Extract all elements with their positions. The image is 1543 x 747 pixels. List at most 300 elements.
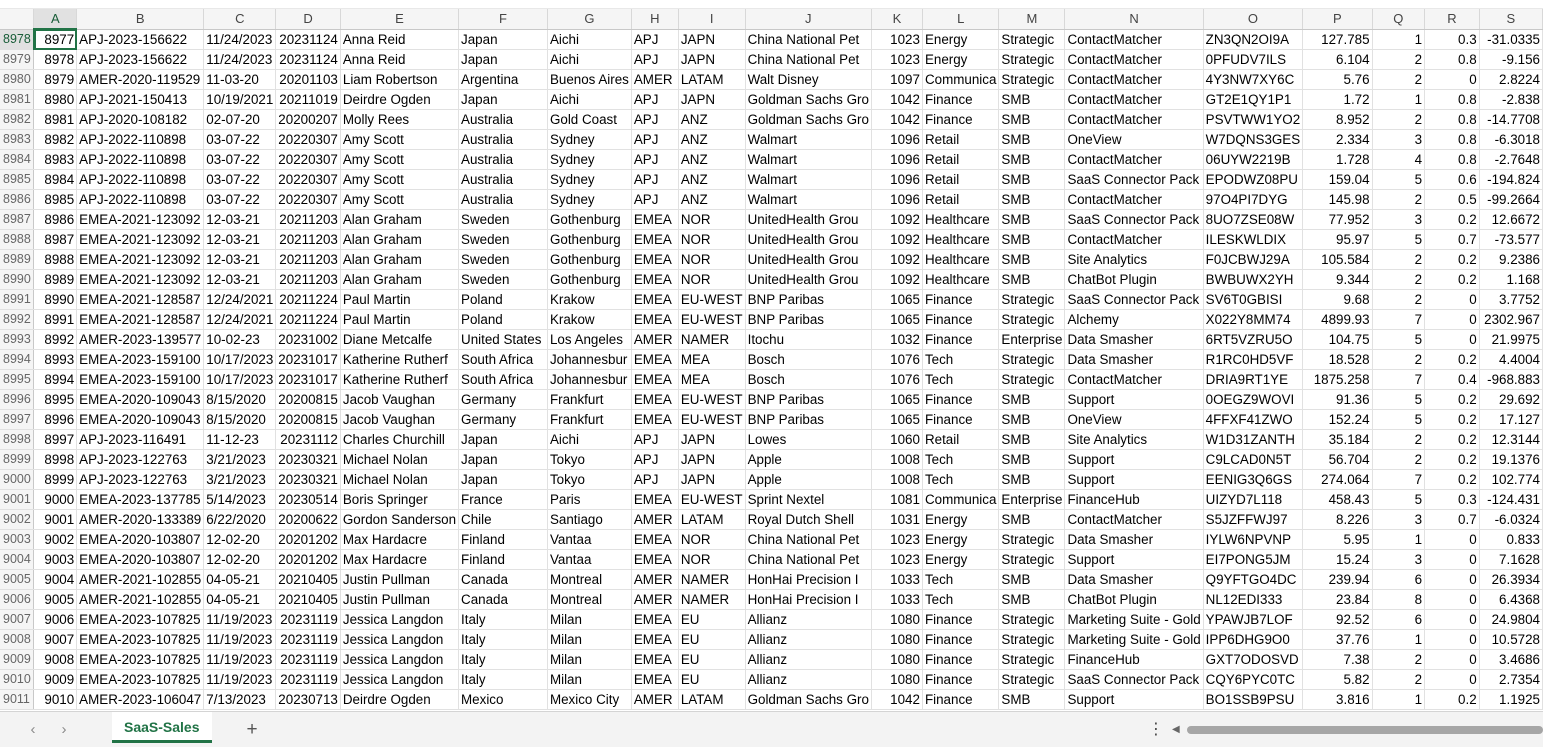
cell-i[interactable]: EU-WEST [678,310,745,330]
cell-s[interactable]: 12.3144 [1479,430,1542,450]
cell-k[interactable]: 1023 [871,530,922,550]
cell-e[interactable]: Molly Rees [340,110,458,130]
cell-d[interactable]: 20211203 [276,250,341,270]
cell-q[interactable]: 1 [1372,630,1425,650]
cell-p[interactable]: 37.76 [1303,630,1372,650]
row-header[interactable]: 8985 [0,170,34,190]
row-header[interactable]: 9004 [0,550,34,570]
cell-i[interactable]: EU-WEST [678,410,745,430]
cell-r[interactable]: 0 [1425,310,1480,330]
cell-p[interactable]: 18.528 [1303,350,1372,370]
cell-g[interactable]: Paris [547,490,631,510]
cell-e[interactable]: Alan Graham [340,250,458,270]
row-header[interactable]: 9011 [0,690,34,710]
cell-h[interactable]: EMEA [631,310,678,330]
cell-c[interactable]: 12-02-20 [204,550,276,570]
cell-r[interactable]: 0.3 [1425,490,1480,510]
cell-k[interactable]: 1080 [871,650,922,670]
cell-e[interactable]: Deirdre Ogden [340,90,458,110]
cell-i[interactable]: NOR [678,270,745,290]
cell-b[interactable]: APJ-2022-110898 [77,170,204,190]
cell-i[interactable]: EU-WEST [678,290,745,310]
cell-d[interactable]: 20210405 [276,590,341,610]
cell-f[interactable]: Sweden [459,230,548,250]
cell-c[interactable]: 11/24/2023 [204,50,276,70]
cell-h[interactable]: APJ [631,90,678,110]
cell-f[interactable]: Japan [459,50,548,70]
cell-j[interactable]: Walmart [745,170,871,190]
cell-l[interactable]: Finance [922,610,998,630]
cell-q[interactable]: 3 [1372,130,1425,150]
cell-o[interactable]: PSVTWW1YO2 [1203,110,1303,130]
cell-j[interactable]: China National Pet [745,530,871,550]
cell-d[interactable]: 20200207 [276,110,341,130]
cell-s[interactable]: 19.1376 [1479,450,1542,470]
cell-g[interactable]: Krakow [547,290,631,310]
cell-a[interactable]: 8982 [34,130,77,150]
cell-n[interactable]: ContactMatcher [1065,50,1203,70]
cell-g[interactable]: Sydney [547,170,631,190]
row-header[interactable]: 8984 [0,150,34,170]
cell-s[interactable]: 10.5728 [1479,630,1542,650]
cell-e[interactable]: Alan Graham [340,230,458,250]
cell-l[interactable]: Retail [922,190,998,210]
sheet-table[interactable] [0,9,1543,710]
cell-b[interactable]: EMEA-2023-107825 [77,650,204,670]
cell-j[interactable]: Royal Dutch Shell [745,510,871,530]
cell-q[interactable]: 2 [1372,350,1425,370]
cell-s[interactable]: 7.1628 [1479,550,1542,570]
cell-c[interactable]: 12/24/2021 [204,290,276,310]
row-header[interactable]: 8997 [0,410,34,430]
cell-q[interactable]: 5 [1372,490,1425,510]
cell-m[interactable]: Strategic [999,290,1065,310]
cell-l[interactable]: Energy [922,50,998,70]
cell-p[interactable]: 56.704 [1303,450,1372,470]
cell-i[interactable]: JAPN [678,29,745,50]
cell-i[interactable]: EU [678,630,745,650]
row-header[interactable]: 8996 [0,390,34,410]
cell-l[interactable]: Finance [922,330,998,350]
cell-l[interactable]: Retail [922,150,998,170]
cell-p[interactable]: 104.75 [1303,330,1372,350]
cell-h[interactable]: EMEA [631,650,678,670]
cell-h[interactable]: EMEA [631,250,678,270]
cell-j[interactable]: Lowes [745,430,871,450]
cell-n[interactable]: ContactMatcher [1065,150,1203,170]
cell-a[interactable]: 8995 [34,390,77,410]
row-header[interactable]: 8995 [0,370,34,390]
cell-f[interactable]: Canada [459,590,548,610]
cell-d[interactable]: 20231124 [276,29,341,50]
cell-q[interactable]: 6 [1372,610,1425,630]
cell-n[interactable]: SaaS Connector Pack [1065,170,1203,190]
cell-k[interactable]: 1023 [871,550,922,570]
cell-b[interactable]: EMEA-2021-123092 [77,210,204,230]
cell-q[interactable]: 3 [1372,550,1425,570]
cell-q[interactable]: 7 [1372,310,1425,330]
cell-d[interactable]: 20220307 [276,130,341,150]
cell-o[interactable]: W7DQNS3GES [1203,130,1303,150]
cell-n[interactable]: ContactMatcher [1065,29,1203,50]
cell-r[interactable]: 0.5 [1425,190,1480,210]
cell-a[interactable]: 9000 [34,490,77,510]
cell-h[interactable]: APJ [631,470,678,490]
cell-h[interactable]: APJ [631,29,678,50]
cell-g[interactable]: Frankfurt [547,410,631,430]
cell-m[interactable]: SMB [999,90,1065,110]
cell-c[interactable]: 10/19/2021 [204,90,276,110]
cell-i[interactable]: EU [678,650,745,670]
cell-q[interactable]: 2 [1372,650,1425,670]
cell-q[interactable]: 8 [1372,590,1425,610]
column-header-n[interactable]: N [1065,9,1203,29]
cell-o[interactable]: Q9YFTGO4DC [1203,570,1303,590]
column-header-a[interactable]: A [34,9,77,29]
cell-f[interactable]: Italy [459,650,548,670]
cell-o[interactable]: GT2E1QY1P1 [1203,90,1303,110]
column-header-c[interactable]: C [204,9,276,29]
cell-p[interactable]: 95.97 [1303,230,1372,250]
cell-l[interactable]: Finance [922,410,998,430]
cell-k[interactable]: 1092 [871,270,922,290]
cell-f[interactable]: United States [459,330,548,350]
cell-q[interactable]: 2 [1372,270,1425,290]
cell-n[interactable]: ContactMatcher [1065,110,1203,130]
cell-k[interactable]: 1008 [871,450,922,470]
cell-l[interactable]: Healthcare [922,270,998,290]
cell-i[interactable]: LATAM [678,690,745,710]
cell-m[interactable]: SMB [999,130,1065,150]
cell-d[interactable]: 20211224 [276,290,341,310]
cell-r[interactable]: 0 [1425,550,1480,570]
cell-l[interactable]: Finance [922,650,998,670]
cell-p[interactable]: 35.184 [1303,430,1372,450]
cell-a[interactable]: 8989 [34,270,77,290]
cell-j[interactable]: BNP Paribas [745,310,871,330]
cell-r[interactable]: 0.2 [1425,270,1480,290]
cell-l[interactable]: Tech [922,590,998,610]
cell-o[interactable]: GXT7ODOSVD [1203,650,1303,670]
cell-j[interactable]: Goldman Sachs Gro [745,110,871,130]
cell-p[interactable]: 2.334 [1303,130,1372,150]
cell-o[interactable]: EI7PONG5JM [1203,550,1303,570]
cell-q[interactable]: 1 [1372,690,1425,710]
cell-j[interactable]: BNP Paribas [745,410,871,430]
column-header-b[interactable]: B [77,9,204,29]
cell-j[interactable]: Bosch [745,370,871,390]
cell-r[interactable]: 0 [1425,670,1480,690]
cell-l[interactable]: Healthcare [922,250,998,270]
cell-d[interactable]: 20201103 [276,70,341,90]
cell-h[interactable]: EMEA [631,630,678,650]
cell-n[interactable]: FinanceHub [1065,490,1203,510]
cell-f[interactable]: Sweden [459,250,548,270]
cell-q[interactable]: 4 [1372,150,1425,170]
cell-b[interactable]: EMEA-2023-107825 [77,610,204,630]
cell-i[interactable]: NAMER [678,590,745,610]
cell-l[interactable]: Healthcare [922,230,998,250]
cell-d[interactable]: 20231119 [276,650,341,670]
cell-m[interactable]: SMB [999,210,1065,230]
cell-l[interactable]: Tech [922,570,998,590]
cell-c[interactable]: 10/17/2023 [204,370,276,390]
cell-h[interactable]: AMER [631,70,678,90]
cell-m[interactable]: Enterprise [999,330,1065,350]
cell-i[interactable]: MEA [678,350,745,370]
cell-g[interactable]: Milan [547,650,631,670]
cell-a[interactable]: 8996 [34,410,77,430]
cell-m[interactable]: SMB [999,570,1065,590]
cell-c[interactable]: 11-12-23 [204,430,276,450]
cell-m[interactable]: SMB [999,150,1065,170]
cell-b[interactable]: AMER-2020-119529 [77,70,204,90]
cell-r[interactable]: 0.8 [1425,150,1480,170]
cell-g[interactable]: Buenos Aires [547,70,631,90]
cell-c[interactable]: 11/19/2023 [204,650,276,670]
row-header[interactable]: 8983 [0,130,34,150]
cell-g[interactable]: Gothenburg [547,210,631,230]
cell-s[interactable]: -124.431 [1479,490,1542,510]
cell-k[interactable]: 1031 [871,510,922,530]
cell-c[interactable]: 03-07-22 [204,170,276,190]
cell-i[interactable]: NAMER [678,330,745,350]
cell-s[interactable]: -73.577 [1479,230,1542,250]
cell-d[interactable]: 20231124 [276,50,341,70]
cell-q[interactable]: 2 [1372,110,1425,130]
cell-o[interactable]: YPAWJB7LOF [1203,610,1303,630]
cell-h[interactable]: APJ [631,130,678,150]
cell-a[interactable]: 9007 [34,630,77,650]
cell-b[interactable]: APJ-2023-116491 [77,430,204,450]
cell-e[interactable]: Gordon Sanderson [340,510,458,530]
cell-g[interactable]: Gothenburg [547,250,631,270]
cell-j[interactable]: UnitedHealth Grou [745,270,871,290]
cell-b[interactable]: EMEA-2020-109043 [77,410,204,430]
cell-j[interactable]: Bosch [745,350,871,370]
cell-d[interactable]: 20210405 [276,570,341,590]
cell-r[interactable]: 0.7 [1425,510,1480,530]
cell-l[interactable]: Communica [922,490,998,510]
row-header[interactable]: 8980 [0,70,34,90]
column-header-f[interactable]: F [459,9,548,29]
cell-c[interactable]: 12-03-21 [204,210,276,230]
cell-r[interactable]: 0.6 [1425,170,1480,190]
cell-s[interactable]: 29.692 [1479,390,1542,410]
cell-j[interactable]: China National Pet [745,550,871,570]
cell-o[interactable]: 97O4PI7DYG [1203,190,1303,210]
cell-o[interactable]: NL12EDI333 [1203,590,1303,610]
cell-a[interactable]: 8980 [34,90,77,110]
cell-o[interactable]: DRIA9RT1YE [1203,370,1303,390]
cell-d[interactable]: 20201202 [276,530,341,550]
cell-l[interactable]: Finance [922,390,998,410]
cell-i[interactable]: JAPN [678,90,745,110]
cell-f[interactable]: Italy [459,630,548,650]
cell-j[interactable]: Apple [745,470,871,490]
cell-e[interactable]: Anna Reid [340,50,458,70]
cell-a[interactable]: 9002 [34,530,77,550]
cell-c[interactable]: 7/13/2023 [204,690,276,710]
cell-i[interactable]: MEA [678,370,745,390]
cell-c[interactable]: 04-05-21 [204,590,276,610]
cell-q[interactable]: 7 [1372,370,1425,390]
cell-g[interactable]: Johannesbur [547,350,631,370]
row-header[interactable]: 9009 [0,650,34,670]
cell-f[interactable]: Poland [459,290,548,310]
cell-n[interactable]: Support [1065,450,1203,470]
row-header[interactable]: 8989 [0,250,34,270]
cell-n[interactable]: ContactMatcher [1065,70,1203,90]
cell-k[interactable]: 1080 [871,670,922,690]
cell-i[interactable]: NOR [678,550,745,570]
cell-g[interactable]: Tokyo [547,450,631,470]
cell-f[interactable]: Chile [459,510,548,530]
cell-i[interactable]: NOR [678,530,745,550]
cell-m[interactable]: SMB [999,390,1065,410]
cell-n[interactable]: Site Analytics [1065,250,1203,270]
cell-a[interactable]: 8985 [34,190,77,210]
cell-n[interactable]: SaaS Connector Pack [1065,210,1203,230]
cell-e[interactable]: Anna Reid [340,29,458,50]
cell-h[interactable]: EMEA [631,230,678,250]
cell-f[interactable]: Argentina [459,70,548,90]
cell-d[interactable]: 20230713 [276,690,341,710]
cell-q[interactable]: 3 [1372,510,1425,530]
cell-c[interactable]: 03-07-22 [204,150,276,170]
cell-e[interactable]: Paul Martin [340,310,458,330]
cell-s[interactable]: -6.0324 [1479,510,1542,530]
cell-c[interactable]: 11-03-20 [204,70,276,90]
cell-s[interactable]: -194.824 [1479,170,1542,190]
scroll-left-icon[interactable]: ◀ [1172,724,1180,735]
cell-g[interactable]: Santiago [547,510,631,530]
cell-m[interactable]: SMB [999,110,1065,130]
cell-i[interactable]: JAPN [678,430,745,450]
cell-g[interactable]: Gothenburg [547,230,631,250]
cell-l[interactable]: Energy [922,550,998,570]
cell-h[interactable]: EMEA [631,670,678,690]
cell-j[interactable]: Walmart [745,130,871,150]
cell-b[interactable]: EMEA-2023-159100 [77,370,204,390]
cell-b[interactable]: EMEA-2021-123092 [77,230,204,250]
cell-f[interactable]: Sweden [459,210,548,230]
cell-f[interactable]: Canada [459,570,548,590]
cell-a[interactable]: 8994 [34,370,77,390]
cell-c[interactable]: 10-02-23 [204,330,276,350]
cell-n[interactable]: SaaS Connector Pack [1065,290,1203,310]
cell-p[interactable]: 152.24 [1303,410,1372,430]
cell-s[interactable]: 17.127 [1479,410,1542,430]
cell-n[interactable]: Support [1065,550,1203,570]
cell-q[interactable]: 5 [1372,390,1425,410]
cell-g[interactable]: Montreal [547,570,631,590]
cell-m[interactable]: Strategic [999,550,1065,570]
cell-f[interactable]: Japan [459,90,548,110]
cell-n[interactable]: FinanceHub [1065,650,1203,670]
cell-f[interactable]: South Africa [459,350,548,370]
cell-m[interactable]: Strategic [999,70,1065,90]
cell-s[interactable]: 4.4004 [1479,350,1542,370]
cell-h[interactable]: APJ [631,190,678,210]
spreadsheet-grid[interactable] [0,9,1543,711]
cell-r[interactable]: 0.2 [1425,390,1480,410]
cell-r[interactable]: 0.8 [1425,90,1480,110]
cell-p[interactable]: 1875.258 [1303,370,1372,390]
column-header-p[interactable]: P [1303,9,1372,29]
cell-j[interactable]: Apple [745,450,871,470]
cell-k[interactable]: 1033 [871,570,922,590]
cell-k[interactable]: 1032 [871,330,922,350]
cell-s[interactable]: 2302.967 [1479,310,1542,330]
cell-q[interactable]: 5 [1372,230,1425,250]
cell-r[interactable]: 0.2 [1425,430,1480,450]
cell-f[interactable]: Italy [459,670,548,690]
cell-a[interactable]: 8997 [34,430,77,450]
cell-k[interactable]: 1060 [871,430,922,450]
cell-p[interactable]: 77.952 [1303,210,1372,230]
cell-f[interactable]: Japan [459,29,548,50]
cell-c[interactable]: 04-05-21 [204,570,276,590]
cell-i[interactable]: ANZ [678,110,745,130]
cell-f[interactable]: Mexico [459,690,548,710]
cell-g[interactable]: Sydney [547,190,631,210]
cell-p[interactable]: 239.94 [1303,570,1372,590]
cell-r[interactable]: 0.2 [1425,450,1480,470]
cell-o[interactable]: W1D31ZANTH [1203,430,1303,450]
cell-i[interactable]: EU [678,670,745,690]
cell-e[interactable]: Katherine Rutherf [340,370,458,390]
cell-o[interactable]: C9LCAD0N5T [1203,450,1303,470]
horizontal-scrollbar[interactable] [1172,724,1543,736]
cell-n[interactable]: SaaS Connector Pack [1065,670,1203,690]
cell-i[interactable]: NOR [678,250,745,270]
cell-i[interactable]: JAPN [678,50,745,70]
cell-s[interactable]: 12.6672 [1479,210,1542,230]
cell-l[interactable]: Finance [922,290,998,310]
cell-f[interactable]: Australia [459,170,548,190]
cell-d[interactable]: 20201202 [276,550,341,570]
cell-e[interactable]: Liam Robertson [340,70,458,90]
cell-n[interactable]: Marketing Suite - Gold [1065,610,1203,630]
cell-g[interactable]: Vantaa [547,530,631,550]
cell-a[interactable]: 8988 [34,250,77,270]
cell-h[interactable]: APJ [631,430,678,450]
cell-a[interactable]: 9008 [34,650,77,670]
cell-o[interactable]: IYLW6NPVNP [1203,530,1303,550]
cell-j[interactable]: BNP Paribas [745,290,871,310]
cell-e[interactable]: Amy Scott [340,170,458,190]
cell-s[interactable]: 2.8224 [1479,70,1542,90]
cell-a[interactable]: 8992 [34,330,77,350]
cell-l[interactable]: Finance [922,690,998,710]
cell-m[interactable]: SMB [999,230,1065,250]
cell-d[interactable]: 20230321 [276,470,341,490]
cell-l[interactable]: Tech [922,370,998,390]
cell-a[interactable]: 8987 [34,230,77,250]
cell-g[interactable]: Sydney [547,130,631,150]
cell-q[interactable]: 6 [1372,570,1425,590]
cell-q[interactable]: 2 [1372,670,1425,690]
cell-f[interactable]: Japan [459,430,548,450]
cell-p[interactable]: 15.24 [1303,550,1372,570]
cell-b[interactable]: APJ-2022-110898 [77,130,204,150]
row-header[interactable]: 9003 [0,530,34,550]
cell-a[interactable]: 9004 [34,570,77,590]
cell-q[interactable]: 1 [1372,90,1425,110]
cell-i[interactable]: NOR [678,230,745,250]
cell-c[interactable]: 10/17/2023 [204,350,276,370]
